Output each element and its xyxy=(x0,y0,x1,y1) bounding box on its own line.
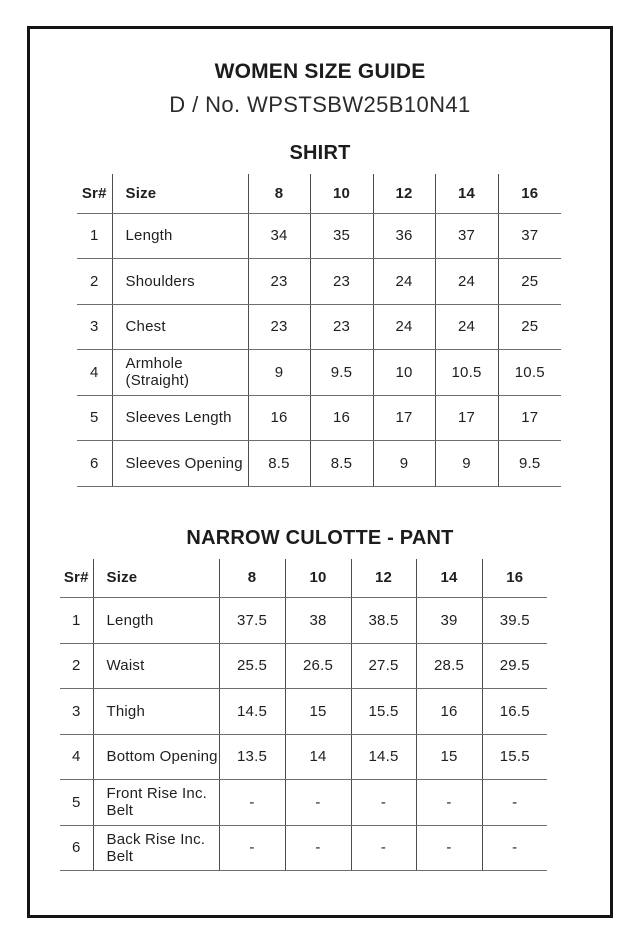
table-row xyxy=(77,259,561,305)
column-header: 16 xyxy=(498,174,561,213)
table-row xyxy=(60,780,547,826)
sr-cell: 5 xyxy=(77,395,112,441)
column-header: Size xyxy=(93,559,219,598)
value-cell: 14.5 xyxy=(219,689,285,735)
value-cell: 35 xyxy=(310,213,373,259)
table-row xyxy=(60,689,547,735)
pant-size-table xyxy=(60,559,547,872)
value-cell: 25 xyxy=(498,304,561,350)
column-header: Size xyxy=(112,174,248,213)
value-cell: - xyxy=(351,780,416,826)
value-cell: 10 xyxy=(373,350,435,396)
value-cell: 9.5 xyxy=(498,441,561,487)
value-cell: 14 xyxy=(285,734,351,780)
column-header: 12 xyxy=(351,559,416,598)
table-row xyxy=(60,598,547,644)
size-name-cell: Sleeves Length xyxy=(112,395,248,441)
column-header: 16 xyxy=(482,559,547,598)
size-name-cell: Armhole (Straight) xyxy=(112,350,248,396)
table-row xyxy=(77,213,561,259)
sr-cell: 4 xyxy=(60,734,93,780)
table-row xyxy=(60,734,547,780)
value-cell: 37 xyxy=(435,213,498,259)
value-cell: 38 xyxy=(285,598,351,644)
column-header: 8 xyxy=(248,174,310,213)
value-cell: 15 xyxy=(285,689,351,735)
sr-cell: 5 xyxy=(60,780,93,826)
value-cell: 25 xyxy=(498,259,561,305)
value-cell: 24 xyxy=(435,304,498,350)
header-row xyxy=(77,174,561,213)
value-cell: 23 xyxy=(248,304,310,350)
size-name-cell: Back Rise Inc. Belt xyxy=(93,825,219,871)
value-cell: 15.5 xyxy=(351,689,416,735)
sr-cell: 1 xyxy=(60,598,93,644)
value-cell: 28.5 xyxy=(416,643,482,689)
value-cell: 17 xyxy=(373,395,435,441)
value-cell: 24 xyxy=(435,259,498,305)
sr-cell: 6 xyxy=(60,825,93,871)
value-cell: - xyxy=(285,825,351,871)
table-row xyxy=(77,441,561,487)
table-row xyxy=(60,825,547,871)
value-cell: - xyxy=(351,825,416,871)
value-cell: 9 xyxy=(248,350,310,396)
size-name-cell: Sleeves Opening xyxy=(112,441,248,487)
value-cell: 8.5 xyxy=(248,441,310,487)
value-cell: 10.5 xyxy=(498,350,561,396)
value-cell: 36 xyxy=(373,213,435,259)
value-cell: 23 xyxy=(310,304,373,350)
shirt-section-title: SHIRT xyxy=(289,142,351,164)
value-cell: - xyxy=(285,780,351,826)
column-header: 14 xyxy=(416,559,482,598)
value-cell: 23 xyxy=(248,259,310,305)
header-row xyxy=(60,559,547,598)
table-row xyxy=(77,350,561,396)
size-name-cell: Front Rise Inc. Belt xyxy=(93,780,219,826)
value-cell: 24 xyxy=(373,304,435,350)
table-row xyxy=(60,643,547,689)
value-cell: 10.5 xyxy=(435,350,498,396)
value-cell: 15.5 xyxy=(482,734,547,780)
table-row xyxy=(77,304,561,350)
value-cell: 27.5 xyxy=(351,643,416,689)
sr-cell: 3 xyxy=(60,689,93,735)
value-cell: 23 xyxy=(310,259,373,305)
value-cell: - xyxy=(416,780,482,826)
column-header: 10 xyxy=(285,559,351,598)
page-title: WOMEN SIZE GUIDE xyxy=(214,60,426,83)
value-cell: 24 xyxy=(373,259,435,305)
column-header: Sr# xyxy=(77,174,112,213)
sr-cell: 2 xyxy=(60,643,93,689)
value-cell: 9.5 xyxy=(310,350,373,396)
sr-cell: 3 xyxy=(77,304,112,350)
value-cell: 38.5 xyxy=(351,598,416,644)
pant-section-title: NARROW CULOTTE - PANT xyxy=(186,526,454,549)
value-cell: 29.5 xyxy=(482,643,547,689)
value-cell: 37.5 xyxy=(219,598,285,644)
value-cell: - xyxy=(219,780,285,826)
value-cell: 13.5 xyxy=(219,734,285,780)
size-name-cell: Length xyxy=(93,598,219,644)
column-header: 12 xyxy=(373,174,435,213)
table-row xyxy=(77,395,561,441)
value-cell: 39.5 xyxy=(482,598,547,644)
sr-cell: 6 xyxy=(77,441,112,487)
size-name-cell: Length xyxy=(112,213,248,259)
value-cell: 16 xyxy=(310,395,373,441)
value-cell: 14.5 xyxy=(351,734,416,780)
sr-cell: 4 xyxy=(77,350,112,396)
value-cell: 26.5 xyxy=(285,643,351,689)
size-name-cell: Waist xyxy=(93,643,219,689)
sr-cell: 2 xyxy=(77,259,112,305)
size-name-cell: Shoulders xyxy=(112,259,248,305)
value-cell: 39 xyxy=(416,598,482,644)
value-cell: 16.5 xyxy=(482,689,547,735)
value-cell: 16 xyxy=(416,689,482,735)
size-name-cell: Chest xyxy=(112,304,248,350)
size-name-cell: Thigh xyxy=(93,689,219,735)
document-frame xyxy=(27,26,613,918)
value-cell: 15 xyxy=(416,734,482,780)
column-header: Sr# xyxy=(60,559,93,598)
value-cell: 8.5 xyxy=(310,441,373,487)
design-number: D / No. WPSTSBW25B10N41 xyxy=(169,92,471,117)
shirt-size-table xyxy=(77,174,561,487)
value-cell: - xyxy=(482,825,547,871)
value-cell: 34 xyxy=(248,213,310,259)
value-cell: 9 xyxy=(435,441,498,487)
value-cell: - xyxy=(416,825,482,871)
value-cell: - xyxy=(219,825,285,871)
value-cell: 17 xyxy=(435,395,498,441)
value-cell: - xyxy=(482,780,547,826)
sr-cell: 1 xyxy=(77,213,112,259)
column-header: 8 xyxy=(219,559,285,598)
value-cell: 16 xyxy=(248,395,310,441)
size-name-cell: Bottom Opening xyxy=(93,734,219,780)
value-cell: 9 xyxy=(373,441,435,487)
column-header: 10 xyxy=(310,174,373,213)
value-cell: 25.5 xyxy=(219,643,285,689)
value-cell: 37 xyxy=(498,213,561,259)
value-cell: 17 xyxy=(498,395,561,441)
column-header: 14 xyxy=(435,174,498,213)
